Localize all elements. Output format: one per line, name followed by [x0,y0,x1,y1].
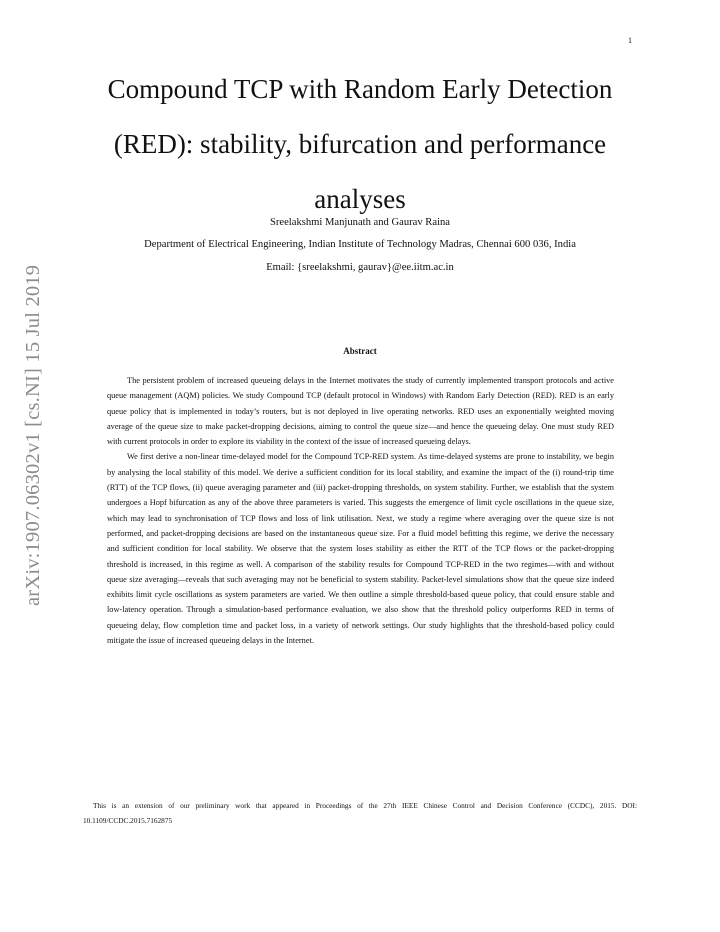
abstract-body [107,373,614,648]
footnote [83,798,637,828]
page-number: 1 [628,36,632,45]
footnote-text: This is an extension of our preliminary work that appeared in Proceedings of the 27th IEEE Chinese Control and Decision Conference (CCDC), 2015. DOI: 10.1109/CCDC.2015.7162875 [83,801,637,825]
author-affiliation: Department of Electrical Engineering, Indian Institute of Technology Madras, Chennai 600 036, India [144,239,576,250]
title-line: Compound TCP with Random Early Detection [107,74,613,104]
title-line: (RED): stability, bifurcation and performance [113,129,607,159]
title-line: analyses [314,184,406,214]
author-email: Email: {sreelakshmi, gaurav}@ee.iitm.ac.in [266,262,454,273]
paper-title [60,62,660,227]
arxiv-identifier-stamp: arXiv:1907.06302v1 [cs.NI] 15 Jul 2019 [22,264,44,606]
author-list: Sreelakshmi Manjunath and Gaurav Raina [269,217,451,228]
abstract-paragraph: The persistent problem of increased queueing delays in the Internet motivates the study of currently implemented transport protocols and active queue management (AQM) policies. We study Compound TCP (default protocol in Windows) with Random Early Detection (RED). RED is an early queue policy that is implemented in today’s routers, but is not deployed in live operating networks. RED uses an exponentially weighted moving average of the queue size to make packet-dropping decisions, aiming to control the queue size—and hence the queueing delay. One must study RED with current protocols in order to explore its viability in the context of the issue of increased queueing delays. [107,376,614,447]
abstract-heading: Abstract [343,346,377,356]
abstract-paragraph: We first derive a non-linear time-delayed model for the Compound TCP-RED system. As time-delayed systems are prone to instability, we begin by analysing the local stability of this model. We derive a sufficient condition for its local stability, and examine the impact of the (i) round-trip time (RTT) of the TCP flows, (ii) queue averaging parameter and (iii) packet-dropping thresholds, on system stability. Further, we establish that the system undergoes a Hopf bifurcation as any of the above three parameters is varied. This suggests the emergence of limit cycle oscillations in the queue size, which may lead to synchronisation of TCP flows and loss of link utilisation. Next, we study a regime where averaging over the queue size is not performed, and packet-dropping decisions are based on the instantaneous queue size. For a fluid model befitting this regime, we derive the necessary and sufficient condition for local stability. We observe that the system loses stability as either the RTT of the TCP flows or the packet-dropping threshold is increased, in this regime as well. A comparison of the stability results for Compound TCP-RED in the two regimes—with and without queue size averaging—reveals that such averaging may not be beneficial to system stability. Packet-level simulations show that the queue size indeed exhibits limit cycle oscillations as system parameters are varied. We then outline a simple threshold-based queue policy, that could ensure stable and low-latency operation. Through a simulation-based performance evaluation, we also show that the threshold policy outperforms RED in terms of queueing delay, flow completion time and packet loss, in a variety of network settings. Our study highlights that the threshold-based policy could mitigate the issue of increased queueing delays in the Internet. [107,452,614,646]
